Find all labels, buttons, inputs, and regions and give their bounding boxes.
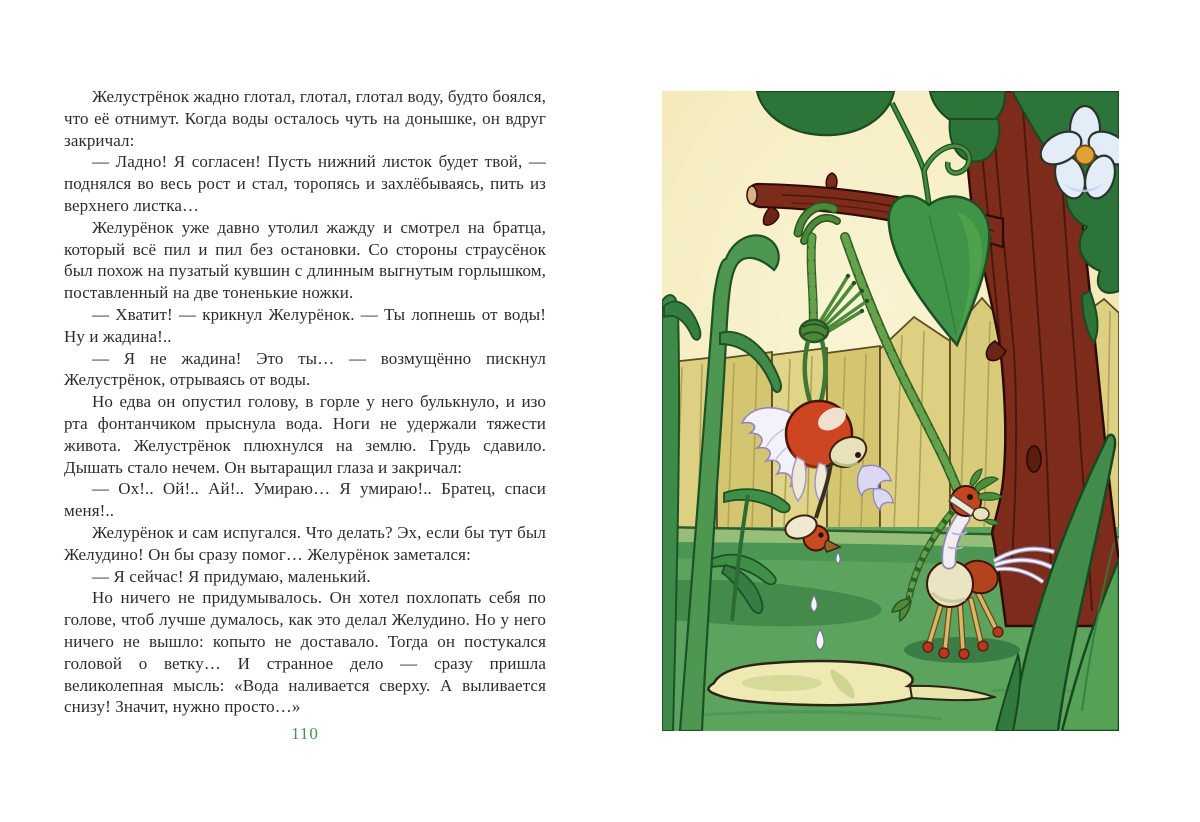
book-illustration [662, 91, 1119, 731]
paragraph: Желурёнок и сам испугался. Что делать? Эх, если бы тут был Желудино! Он бы сразу помог… Желурёнок заметался: [64, 522, 546, 564]
muzzle [973, 508, 989, 521]
eye [818, 532, 823, 537]
illustration-svg [662, 91, 1119, 731]
paragraph: Но ничего не придумывалось. Он хотел похлопать себя по голове, чтоб лучше думалось, как это делал Желудино. Но у него ничего не вышло: копыто не доставало. Тогда он постукался головой о ветку… И странное дело — сразу пришла великолепная мысль: «Вода наливается сверху. А выливается снизу! Значит, нужно просто…» [64, 588, 546, 717]
paragraph: — Хватит! — крикнул Желурёнок. — Ты лопнешь от воды! Ну и жадина!.. [64, 304, 546, 346]
paragraph: Желустрёнок жадно глотал, глотал, глотал воду, будто боялся, что её отнимут. Когда воды осталось чуть на донышке, он вдруг закричал: [64, 87, 546, 150]
page-number: 110 [291, 724, 319, 743]
paragraph: Но едва он опустил голову, в горле у него булькнуло, и изо рта фонтанчиком прыснула вода. Ноги не удержали тяжести живота. Желустрёнок плюхнулся на землю. Грудь сдавило. Дышать стало нечем. Он вытаращил глаза и закричал: [64, 392, 546, 477]
flower-center [1076, 146, 1095, 165]
left-page-text-column [64, 86, 546, 718]
paragraph: Желурёнок уже давно утолил жажду и смотрел на братца, который всё пил и пил без остановки. Со стороны страусёнок был похож на пузатый кувшин с длинным выгнутым горлышком, поставленный на две тоненькие ножки. [64, 217, 546, 303]
paragraph: — Ладно! Я согласен! Пусть нижний листок будет твой, — поднялся во весь рост и стал, торопясь и захлёбываясь, пить из верхнего листка… [64, 152, 546, 215]
paragraph: — Ох!.. Ой!.. Ай!.. Умираю… Я умираю!.. Братец, спаси меня!.. [64, 479, 546, 521]
horse-eye [967, 494, 973, 500]
paragraph: — Я сейчас! Я придумаю, маленький. [92, 566, 371, 586]
trunk-knot [1027, 446, 1041, 472]
branch-cut-end [747, 186, 757, 204]
paragraph: — Я не жадина! Это ты… — возмущённо пискнул Желустрёнок, отрываясь от воды. [64, 348, 546, 390]
